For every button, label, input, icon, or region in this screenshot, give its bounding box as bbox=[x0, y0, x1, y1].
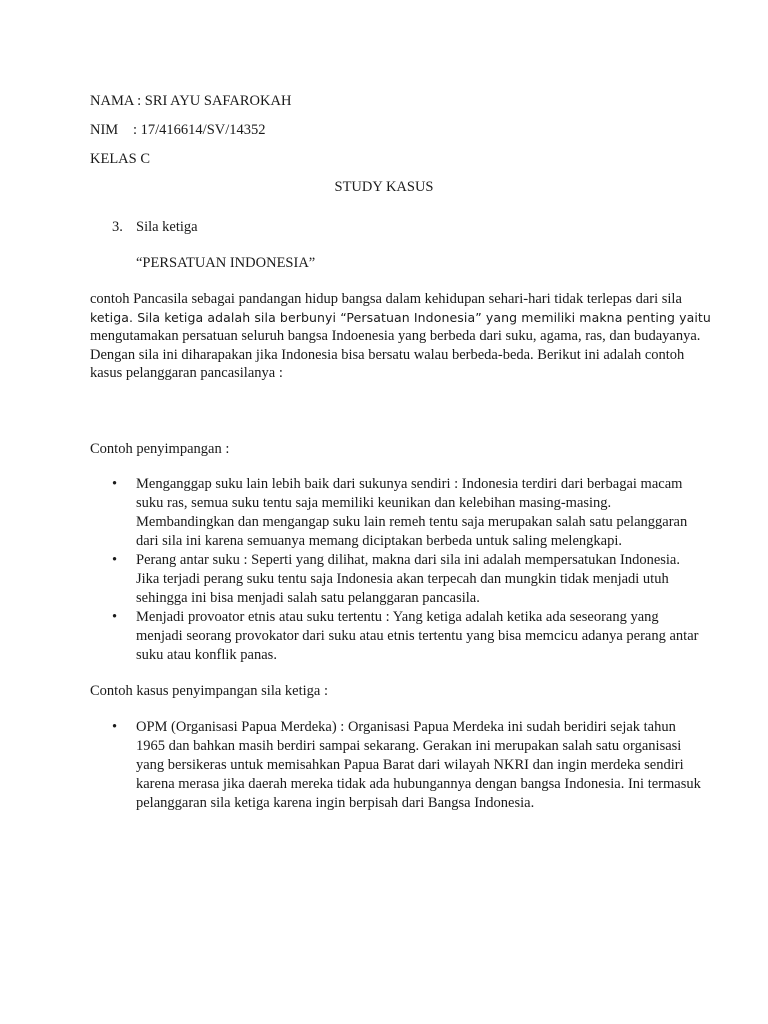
nim-value: : 17/416614/SV/14352 bbox=[133, 122, 266, 138]
section-heading: Sila ketiga bbox=[136, 219, 198, 235]
list-item bbox=[90, 551, 690, 608]
bullet-icon: • bbox=[112, 719, 118, 735]
list-item-line: suku ras, semua suku tentu saja memiliki keunikan dan kelebihan masing-masing. bbox=[136, 495, 612, 511]
intro-line: mengutamakan persatuan seluruh bangsa Indoenesia yang berbeda dari suku, agama, ras, dan budayanya. bbox=[90, 328, 701, 345]
bullet-icon: • bbox=[112, 552, 118, 568]
list-item-line: Membandingkan dan mengangap suku lain remeh tentu saja merupakan salah satu pelanggaran bbox=[136, 514, 688, 530]
deviation-list bbox=[90, 475, 699, 665]
intro-line: kasus pelanggaran pancasilanya : bbox=[90, 365, 283, 382]
list-item-line: pelanggaran sila ketiga karena ingin berpisah dari Bangsa Indonesia. bbox=[136, 795, 535, 811]
case-list bbox=[90, 718, 701, 813]
list-item-line: suku atau konflik panas. bbox=[136, 647, 277, 663]
list-item-line: Menganggap suku lain lebih baik dari sukunya sendiri : Indonesia terdiri dari berbagai macam bbox=[136, 476, 683, 492]
case-heading: Contoh kasus penyimpangan sila ketiga : bbox=[90, 683, 329, 699]
deviation-heading: Contoh penyimpangan : bbox=[90, 441, 230, 457]
list-item-line: OPM (Organisasi Papua Merdeka) : Organisasi Papua Merdeka ini sudah beridiri sejak tahun bbox=[136, 719, 676, 735]
list-item bbox=[90, 608, 699, 665]
list-item-line: 1965 dan bahkan masih berdiri sampai sekarang. Gerakan ini merupakan salah satu organisasi bbox=[136, 738, 682, 754]
list-item-line: sehingga ini bisa menjadi salah satu pelanggaran pancasila. bbox=[136, 590, 480, 606]
list-item-line: menjadi seorang provokator dari suku atau etnis tertentu yang bisa memcicu adanya perang antar bbox=[136, 628, 699, 644]
list-item-line: Jika terjadi perang suku tentu saja Indonesia akan terpecah dan mungkin tidak menjadi utuh bbox=[136, 571, 669, 587]
section-number: 3. bbox=[112, 219, 123, 235]
list-item-line: karena merasa jika daerah mereka tidak ada hubungannya dengan bangsa Indonesia. Ini termasuk bbox=[136, 776, 701, 792]
intro-line: contoh Pancasila sebagai pandangan hidup bangsa dalam kehidupan sehari-hari tidak terlepas dari sila bbox=[90, 291, 682, 307]
list-item-line: dari sila ini karena semuanya memang diciptakan berbeda untuk saling melengkapi. bbox=[136, 533, 622, 549]
list-item bbox=[90, 718, 701, 813]
student-name: NAMA : SRI AYU SAFAROKAH bbox=[90, 93, 292, 109]
list-item-line: yang bersikeras untuk memisahkan Papua Barat dari wilayah NKRI dan ingin merdeka sendiri bbox=[136, 757, 684, 773]
bullet-icon: • bbox=[112, 476, 118, 492]
section-quote: “PERSATUAN INDONESIA” bbox=[136, 255, 316, 271]
nim-label: NIM bbox=[90, 122, 119, 138]
list-item-line: Perang antar suku : Seperti yang dilihat, makna dari sila ini adalah mempersatukan Indonesia. bbox=[136, 552, 680, 568]
intro-paragraph bbox=[90, 290, 711, 383]
intro-line: ketiga. Sila ketiga adalah sila berbunyi “Persatuan Indonesia” yang memiliki makna penting yaitu bbox=[90, 309, 711, 325]
bullet-icon: • bbox=[112, 609, 118, 625]
document-title: STUDY KASUS bbox=[334, 179, 434, 195]
intro-line: Dengan sila ini diharapakan jika Indonesia bisa bersatu walau berbeda-beda. Berikut ini adalah contoh bbox=[90, 346, 685, 363]
student-class: KELAS C bbox=[90, 151, 151, 167]
list-item bbox=[90, 475, 690, 551]
list-item-line: Menjadi provoator etnis atau suku tertentu : Yang ketiga adalah ketika ada seseorang yang bbox=[136, 609, 659, 625]
